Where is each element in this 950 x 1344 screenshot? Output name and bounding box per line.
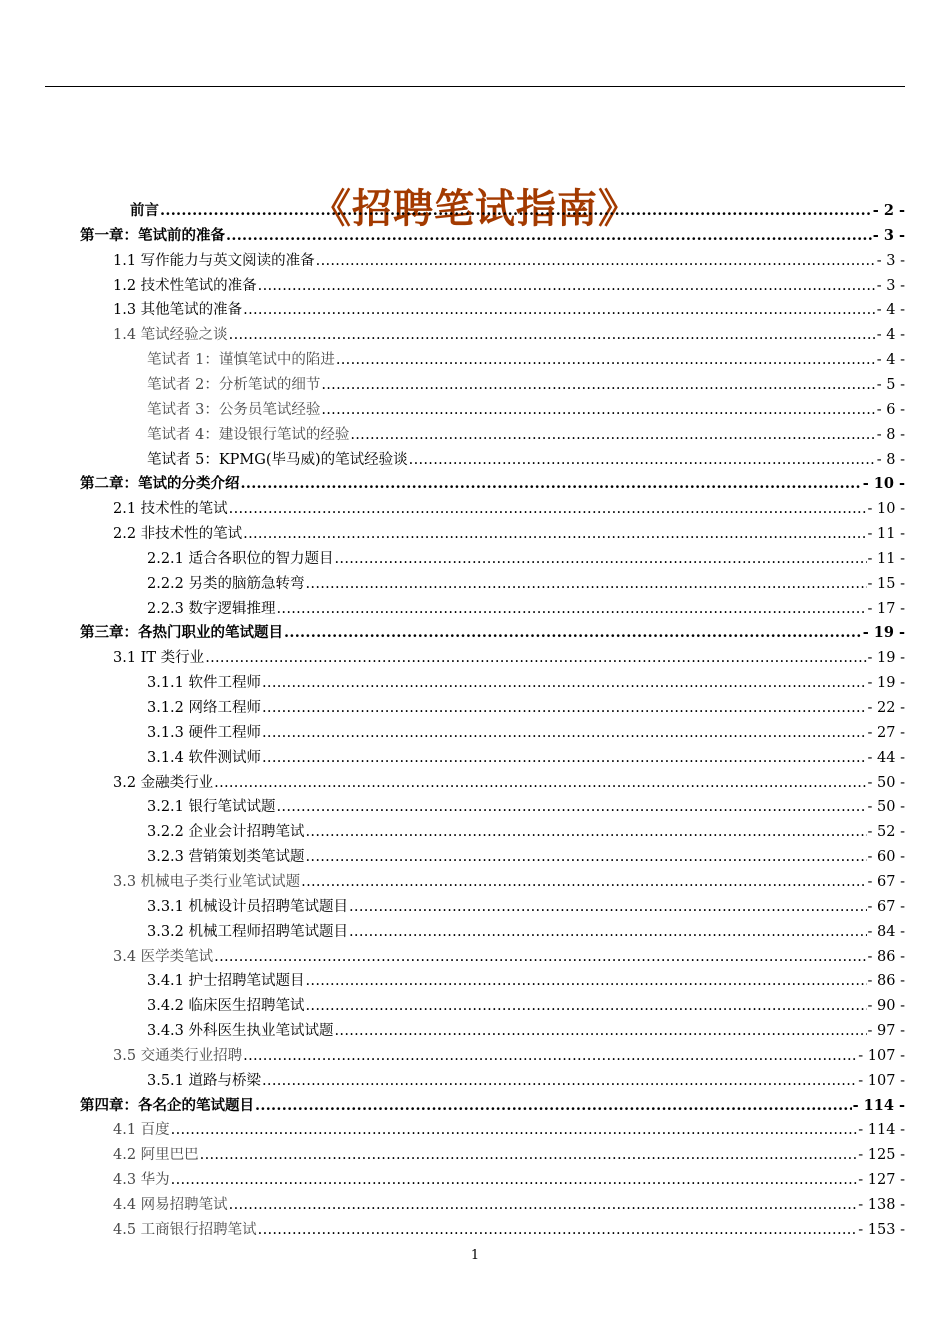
toc-leader-dots [316, 252, 876, 270]
toc-entry[interactable] [113, 246, 905, 270]
toc-entry[interactable] [113, 295, 905, 319]
toc-entry[interactable] [80, 221, 905, 245]
toc-entry-label: 2.1 技术性的笔试 [113, 501, 228, 518]
toc-entry-label: 3.2 金融类行业 [113, 774, 214, 791]
toc-entry-label: 3.4.3 外科医生执业笔试试题 [147, 1023, 334, 1040]
toc-entry-page: - 3 - [872, 226, 905, 244]
header-rule [45, 86, 905, 87]
toc-entry-page: - 4 - [876, 302, 905, 319]
toc-entry-label: 1.3 其他笔试的准备 [113, 302, 243, 319]
toc-entry-label: 3.3.1 机械设计员招聘笔试题目 [147, 898, 349, 915]
toc-entry-label: 3.3 机械电子类行业笔试试题 [113, 873, 301, 890]
toc-leader-dots [262, 1072, 857, 1090]
toc-entry-label: 1.2 技术性笔试的准备 [113, 277, 257, 294]
toc-leader-dots [243, 1047, 857, 1065]
toc-entry-label: 第二章：笔试的分类介绍 [80, 475, 240, 493]
toc-entry[interactable] [147, 817, 905, 841]
toc-entry[interactable] [113, 1215, 905, 1239]
toc-entry[interactable] [147, 420, 905, 444]
toc-entry[interactable] [147, 892, 905, 916]
toc-leader-dots [321, 401, 875, 419]
toc-entry-label: 3.2.3 营销策划类笔试题 [147, 849, 305, 866]
toc-entry-label: 3.5 交通类行业招聘 [113, 1047, 243, 1064]
toc-entry-label: 第三章：各热门职业的笔试题目 [80, 624, 283, 642]
toc-leader-dots [229, 1196, 858, 1214]
toc-entry-label: 4.3 华为 [113, 1172, 170, 1189]
toc-entry-page: - 6 - [876, 401, 905, 418]
toc-entry-page: - 44 - [867, 749, 905, 766]
toc-leader-dots [301, 873, 866, 891]
toc-entry-page: - 107 - [858, 1072, 905, 1089]
toc-entry-page: - 15 - [867, 575, 905, 592]
toc-leader-dots [284, 624, 862, 642]
toc-leader-dots [306, 823, 867, 841]
toc-leader-dots [171, 1121, 858, 1139]
toc-entry-page: - 52 - [867, 824, 905, 841]
toc-entry-label: 3.4.1 护士招聘笔试题目 [147, 973, 305, 990]
toc-leader-dots [277, 600, 867, 618]
toc-entry-page: - 19 - [867, 650, 905, 667]
toc-leader-dots [241, 475, 862, 493]
document-title: 《招聘笔试指南》 [311, 184, 639, 232]
toc-entry[interactable] [147, 370, 905, 394]
toc-entry[interactable] [147, 1066, 905, 1090]
toc-entry[interactable] [113, 867, 905, 891]
toc-leader-dots [335, 550, 867, 568]
toc-entry-page: - 2 - [872, 202, 905, 219]
toc-entry-label: 4.4 网易招聘笔试 [113, 1197, 228, 1213]
toc-entry-label: 1.4 笔试经验之谈 [113, 327, 228, 344]
toc-entry-page: - 27 - [867, 724, 905, 741]
toc-entry-label: 3.4 医学类笔试 [113, 948, 214, 965]
toc-entry-page: - 86 - [867, 973, 905, 990]
toc-leader-dots [160, 202, 872, 220]
toc-entry-label: 2.2 非技术性的笔试 [113, 526, 243, 543]
toc-entry-page: - 10 - [862, 475, 905, 493]
toc-entry-page: - 5 - [876, 376, 905, 393]
toc-entry[interactable] [147, 668, 905, 692]
toc-entry[interactable] [147, 842, 905, 866]
toc-leader-dots [306, 972, 867, 990]
page-number: 1 [470, 1248, 480, 1263]
toc-entry-label: 4.2 阿里巴巴 [113, 1147, 199, 1164]
toc-leader-dots [229, 500, 867, 518]
toc-entry-page: - 50 - [867, 774, 905, 791]
toc-entry-label: 笔试者 1：谨慎笔试中的陷进 [147, 352, 335, 369]
toc-entry-page: - 19 - [862, 624, 905, 642]
toc-entry-label: 笔试者 5：KPMG(毕马威)的笔试经验谈 [147, 451, 408, 468]
toc-entry-label: 3.1.3 硬件工程师 [147, 724, 262, 741]
toc-entry[interactable] [113, 271, 905, 295]
toc-leader-dots [409, 451, 876, 469]
toc-entry-label: 3.4.2 临床医生招聘笔试 [147, 998, 305, 1015]
toc-entry-label: 笔试者 2：分析笔试的细节 [147, 376, 321, 393]
toc-entry-label: 2.2.1 适合各职位的智力题目 [147, 550, 334, 567]
toc-entry[interactable] [113, 768, 905, 792]
toc-entry[interactable] [147, 544, 905, 568]
toc-entry-page: - 67 - [867, 873, 905, 890]
toc-leader-dots [226, 227, 872, 245]
toc-entry[interactable] [113, 320, 905, 344]
toc-entry[interactable] [147, 345, 905, 369]
toc-leader-dots [349, 898, 867, 916]
toc-entry-label: 4.5 工商银行招聘笔试 [113, 1221, 257, 1238]
toc-leader-dots [262, 674, 867, 692]
toc-entry-page: - 11 - [867, 526, 905, 543]
toc-leader-dots [349, 923, 867, 941]
toc-leader-dots [277, 798, 867, 816]
toc-entry[interactable] [147, 594, 905, 618]
toc-entry-label: 前言 [130, 202, 159, 219]
toc-entry-page: - 153 - [858, 1221, 905, 1238]
toc-leader-dots [306, 848, 867, 866]
toc-entry-page: - 67 - [867, 898, 905, 915]
toc-entry-page: - 114 - [858, 1122, 905, 1139]
toc-entry-page: - 107 - [858, 1047, 905, 1064]
toc-entry[interactable] [113, 643, 905, 667]
toc-entry[interactable] [80, 1091, 905, 1115]
toc-entry[interactable] [80, 469, 905, 493]
toc-entry-label: 4.1 百度 [113, 1122, 170, 1139]
toc-entry-page: - 50 - [867, 799, 905, 816]
toc-leader-dots [262, 724, 867, 742]
toc-entry[interactable] [113, 494, 905, 518]
toc-entry-page: - 3 - [876, 277, 905, 294]
toc-entry-label: 3.1 IT 类行业 [113, 650, 205, 667]
toc-entry-page: - 138 - [858, 1197, 905, 1213]
toc-entry[interactable] [147, 693, 905, 717]
toc-entry[interactable] [147, 991, 905, 1015]
toc-entry-label: 3.2.2 企业会计招聘笔试 [147, 824, 305, 841]
toc-leader-dots [262, 749, 867, 767]
toc-leader-dots [255, 1097, 852, 1115]
toc-entry-page: - 10 - [867, 501, 905, 518]
toc-entry-page: - 114 - [852, 1096, 905, 1114]
toc-leader-dots [243, 525, 866, 543]
toc-leader-dots [306, 575, 867, 593]
toc-entry-page: - 8 - [876, 451, 905, 468]
toc-leader-dots [258, 277, 876, 295]
toc-leader-dots [321, 376, 875, 394]
toc-entry-page: - 17 - [867, 600, 905, 617]
toc-leader-dots [200, 1146, 858, 1164]
toc-entry[interactable] [147, 966, 905, 990]
toc-leader-dots [243, 301, 876, 319]
toc-entry[interactable] [113, 1140, 905, 1164]
toc-entry-page: - 3 - [876, 252, 905, 269]
toc-entry-label: 笔试者 4：建设银行笔试的经验 [147, 426, 350, 443]
toc-entry-label: 2.2.2 另类的脑筋急转弯 [147, 575, 305, 592]
toc-leader-dots [306, 997, 867, 1015]
toc-entry[interactable] [147, 743, 905, 767]
toc-leader-dots [258, 1221, 858, 1239]
toc-leader-dots [214, 948, 866, 966]
toc-entry-label: 3.2.1 银行笔试试题 [147, 799, 276, 816]
toc-entry-label: 3.3.2 机械工程师招聘笔试题目 [147, 923, 349, 940]
toc-entry[interactable] [147, 445, 905, 469]
toc-entry[interactable] [113, 1115, 905, 1139]
toc-entry-page: - 125 - [858, 1147, 905, 1164]
toc-entry-label: 3.5.1 道路与桥梁 [147, 1072, 262, 1089]
toc-entry-page: - 22 - [867, 700, 905, 716]
toc-entry[interactable] [113, 519, 905, 543]
toc-entry[interactable] [147, 1016, 905, 1040]
toc-entry-page: - 19 - [867, 675, 905, 692]
toc-entry-label: 1.1 写作能力与英文阅读的准备 [113, 252, 315, 269]
toc-entry[interactable] [147, 718, 905, 742]
toc-entry-page: - 11 - [867, 550, 905, 567]
toc-entry[interactable] [80, 618, 905, 642]
toc-entry[interactable] [147, 569, 905, 593]
toc-leader-dots [350, 426, 875, 444]
toc-entry-page: - 4 - [876, 352, 905, 369]
toc-entry[interactable] [147, 792, 905, 816]
toc-entry-label: 3.1.1 软件工程师 [147, 675, 262, 692]
toc-entry-label: 2.2.3 数字逻辑推理 [147, 600, 276, 617]
toc-leader-dots [335, 1022, 867, 1040]
toc-entry[interactable] [147, 395, 905, 419]
toc-entry[interactable] [113, 942, 905, 966]
toc-entry-label: 第四章：各名企的笔试题目 [80, 1096, 254, 1114]
toc-entry[interactable] [147, 917, 905, 941]
toc-entry-page: - 90 - [867, 998, 905, 1015]
toc-entry-page: - 4 - [876, 327, 905, 344]
toc-leader-dots [229, 326, 876, 344]
toc-leader-dots [214, 774, 866, 792]
toc-leader-dots [205, 649, 866, 667]
toc-entry-page: - 60 - [867, 849, 905, 866]
toc-entry-page: - 97 - [867, 1023, 905, 1040]
toc-leader-dots [262, 699, 867, 717]
toc-entry-label: 笔试者 3：公务员笔试经验 [147, 401, 321, 418]
toc-leader-dots [171, 1171, 858, 1189]
toc-entry[interactable] [113, 1165, 905, 1189]
toc-entry-label: 第一章：笔试前的准备 [80, 226, 225, 244]
toc-entry-page: - 8 - [876, 426, 905, 443]
toc-entry-label: 3.1.4 软件测试师 [147, 749, 262, 766]
toc-entry-label: 3.1.2 网络工程师 [147, 700, 262, 716]
toc-leader-dots [336, 351, 876, 369]
toc-entry[interactable] [113, 1190, 905, 1214]
toc-entry-page: - 86 - [867, 948, 905, 965]
toc-entry[interactable] [113, 1041, 905, 1065]
toc-entry[interactable] [130, 196, 905, 220]
toc-entry-page: - 127 - [858, 1172, 905, 1189]
toc-entry-page: - 84 - [867, 923, 905, 940]
